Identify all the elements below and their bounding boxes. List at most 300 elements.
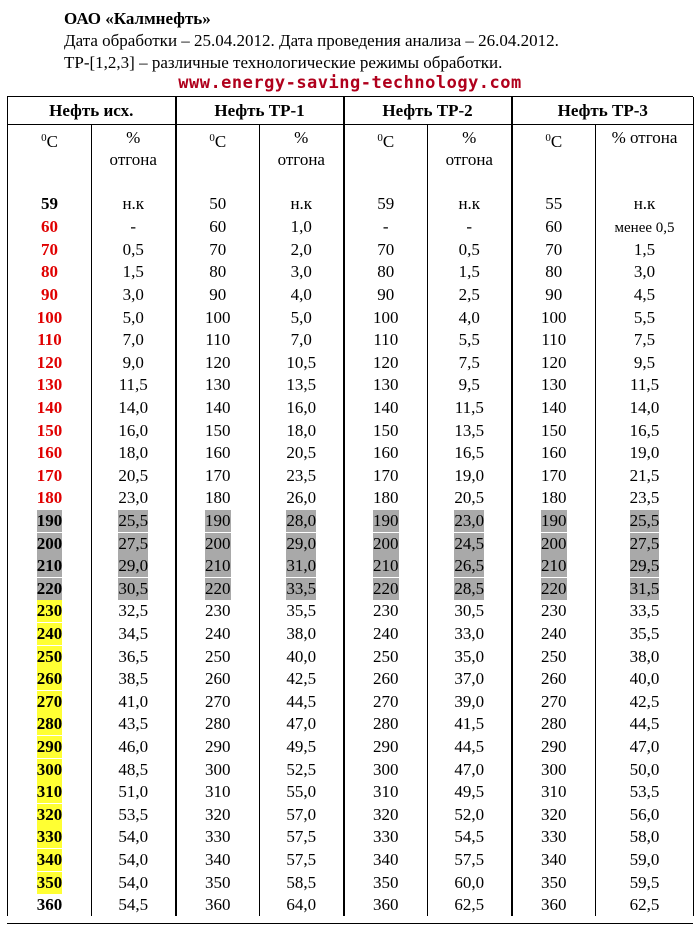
tr1-pct-cell-value: 57,5 <box>286 827 317 847</box>
source-pct-cell <box>92 871 176 894</box>
tr3-pct-cell <box>596 645 694 668</box>
tr1-temp-cell-value: 120 <box>205 352 231 372</box>
group-header-tr1: Нефть ТР-1 <box>176 97 344 125</box>
source-temp-cell-value: 60 <box>41 217 58 237</box>
tr3-temp-cell-value: 60 <box>545 217 563 237</box>
tr2-temp-cell <box>344 510 428 533</box>
source-pct-cell-value: 54,0 <box>118 872 149 892</box>
tr2-temp-cell <box>344 216 428 239</box>
source-pct-cell-value: 9,0 <box>122 352 144 372</box>
tr3-temp-cell <box>512 374 596 397</box>
tr3-temp-cell <box>512 419 596 442</box>
source-pct-cell <box>92 781 176 804</box>
source-pct-cell <box>92 284 176 307</box>
tr1-temp-cell <box>176 826 260 849</box>
tr3-temp-cell <box>512 871 596 894</box>
table-row <box>8 193 694 216</box>
tr2-temp-cell <box>344 758 428 781</box>
source-temp-cell <box>8 239 92 262</box>
tr1-temp-cell <box>176 532 260 555</box>
tr3-pct-cell-value: 9,5 <box>633 352 656 372</box>
tr3-pct-cell-value: 33,5 <box>629 601 660 621</box>
tr1-temp-cell <box>176 668 260 691</box>
source-temp-cell-value: 220 <box>36 578 63 598</box>
tr1-pct-cell <box>260 374 344 397</box>
spacer-row <box>8 173 694 193</box>
tr1-pct-cell <box>260 645 344 668</box>
source-pct-cell-value: 23,0 <box>118 488 149 508</box>
tr3-temp-cell-value: 150 <box>541 420 567 440</box>
tr2-pct-cell-value: н.к <box>458 194 481 214</box>
tr1-temp-cell <box>176 578 260 601</box>
tr3-temp-cell <box>512 397 596 420</box>
tr1-temp-cell <box>176 803 260 826</box>
source-temp-cell-value: 150 <box>36 420 63 440</box>
tr3-pct-cell-value: 40,0 <box>629 669 660 689</box>
tr3-temp-cell-value: 230 <box>541 601 567 621</box>
tr3-temp-cell-value: 210 <box>541 556 567 576</box>
source-temp-cell-value: 210 <box>36 556 63 576</box>
tr2-temp-cell-value: 260 <box>373 669 399 689</box>
tr2-temp-cell-value: 350 <box>373 872 399 892</box>
tr2-pct-cell <box>428 510 512 533</box>
tr1-pct-cell <box>260 871 344 894</box>
tr2-temp-cell-value: 210 <box>373 556 399 576</box>
tr2-pct-cell <box>428 600 512 623</box>
tr3-temp-cell <box>512 239 596 262</box>
tr3-temp-cell-value: 310 <box>541 782 567 802</box>
tr1-pct-cell <box>260 487 344 510</box>
tr1-temp-cell-value: 220 <box>205 578 231 598</box>
tr1-pct-cell-value: 29,0 <box>286 533 317 553</box>
tr1-pct-cell-value: 44,5 <box>286 691 317 711</box>
tr1-pct-cell <box>260 465 344 488</box>
tr2-temp-cell-value: 250 <box>373 646 399 666</box>
tr3-pct-cell <box>596 397 694 420</box>
tr3-temp-cell <box>512 284 596 307</box>
table-row <box>8 736 694 759</box>
tr2-pct-cell <box>428 826 512 849</box>
tr1-pct-cell <box>260 555 344 578</box>
website-link[interactable]: www.energy-saving-technology.com <box>178 73 522 93</box>
source-pct-cell-value: 11,5 <box>118 375 148 395</box>
tr2-temp-cell-value: 300 <box>373 759 399 779</box>
tr2-temp-cell-value: 170 <box>373 465 399 485</box>
tr3-temp-cell-value: 130 <box>541 375 567 395</box>
tr3-pct-cell-value: 4,5 <box>633 285 656 305</box>
tr3-temp-cell <box>512 329 596 352</box>
tr2-temp-cell <box>344 645 428 668</box>
tr2-temp-cell-value: 100 <box>373 307 399 327</box>
source-temp-cell <box>8 713 92 736</box>
tr3-pct-cell <box>596 668 694 691</box>
tr3-pct-cell-value: менее 0,5 <box>614 219 675 236</box>
pct-header: % отгона <box>428 125 512 174</box>
tr3-temp-cell <box>512 216 596 239</box>
tr3-pct-cell <box>596 239 694 262</box>
tr2-pct-cell-value: 0,5 <box>458 239 480 259</box>
tr2-temp-cell <box>344 668 428 691</box>
tr1-pct-cell-value: 47,0 <box>286 714 317 734</box>
tr2-pct-cell-value: 5,5 <box>458 330 480 350</box>
tr2-temp-cell-value: - <box>382 217 389 237</box>
tr1-pct-cell <box>260 193 344 216</box>
tr1-temp-cell-value: 130 <box>205 375 231 395</box>
source-temp-cell <box>8 306 92 329</box>
tr3-temp-cell <box>512 352 596 375</box>
tr3-temp-cell <box>512 465 596 488</box>
tr3-pct-cell-value: 31,5 <box>629 578 660 598</box>
tr2-temp-cell-value: 230 <box>373 601 399 621</box>
tr1-temp-cell <box>176 623 260 646</box>
source-temp-cell <box>8 803 92 826</box>
tr1-temp-cell-value: 280 <box>205 714 231 734</box>
tr3-pct-cell <box>596 555 694 578</box>
tr2-temp-cell <box>344 465 428 488</box>
source-temp-cell <box>8 352 92 375</box>
tr1-temp-cell-value: 90 <box>209 285 227 305</box>
tr1-pct-cell-value: 26,0 <box>286 488 317 508</box>
source-temp-cell <box>8 781 92 804</box>
tr2-temp-cell-value: 310 <box>373 782 399 802</box>
tr3-pct-cell-value: 16,5 <box>629 420 660 440</box>
tr3-pct-cell <box>596 465 694 488</box>
tr1-temp-cell <box>176 193 260 216</box>
tr2-temp-cell <box>344 374 428 397</box>
tr1-pct-cell-value: 5,0 <box>290 307 312 327</box>
table-row <box>8 690 694 713</box>
tr2-temp-cell <box>344 894 428 917</box>
source-temp-cell <box>8 555 92 578</box>
tr1-pct-cell-value: н.к <box>290 194 313 214</box>
tr1-pct-cell-value: 23,5 <box>286 465 317 485</box>
tr1-temp-cell <box>176 555 260 578</box>
source-temp-cell <box>8 826 92 849</box>
tr1-pct-cell <box>260 849 344 872</box>
tr1-temp-cell <box>176 690 260 713</box>
source-pct-cell-value: 46,0 <box>118 736 149 756</box>
source-temp-cell-value: 270 <box>36 691 63 711</box>
tr2-temp-cell-value: 200 <box>373 533 399 553</box>
tr2-pct-cell-value: 19,0 <box>454 465 485 485</box>
table-row <box>8 781 694 804</box>
tr3-temp-cell-value: 240 <box>541 623 567 643</box>
tr1-temp-cell <box>176 284 260 307</box>
tr2-temp-cell-value: 280 <box>373 714 399 734</box>
tr2-pct-cell <box>428 239 512 262</box>
tr1-temp-cell <box>176 442 260 465</box>
tr3-temp-cell-value: 110 <box>541 330 567 350</box>
tr2-temp-cell-value: 360 <box>373 895 399 915</box>
tr3-temp-cell <box>512 306 596 329</box>
tr2-temp-cell <box>344 555 428 578</box>
tr1-pct-cell <box>260 442 344 465</box>
tr2-pct-cell-value: 2,5 <box>458 285 480 305</box>
tr2-pct-cell-value: 7,5 <box>458 352 480 372</box>
source-pct-cell-value: 54,0 <box>118 849 149 869</box>
tr2-pct-cell <box>428 803 512 826</box>
tr3-pct-cell <box>596 690 694 713</box>
temp-header: $^0$C <box>8 125 92 174</box>
tr1-pct-cell <box>260 284 344 307</box>
source-temp-cell <box>8 758 92 781</box>
table-row <box>8 487 694 510</box>
tr2-temp-cell <box>344 193 428 216</box>
source-temp-cell-value: 110 <box>37 330 62 350</box>
tr3-temp-cell <box>512 668 596 691</box>
tr2-temp-cell-value: 70 <box>377 239 395 259</box>
source-temp-cell <box>8 329 92 352</box>
tr1-temp-cell <box>176 645 260 668</box>
tr2-pct-cell <box>428 397 512 420</box>
tr3-pct-cell <box>596 758 694 781</box>
tr2-pct-cell-value: 20,5 <box>454 488 485 508</box>
temp-header: $^0$C <box>176 125 260 174</box>
tr3-pct-cell <box>596 442 694 465</box>
tr2-temp-cell-value: 190 <box>373 511 399 531</box>
tr3-temp-cell-value: 270 <box>541 691 567 711</box>
source-temp-cell-value: 200 <box>36 533 63 553</box>
table-row <box>8 419 694 442</box>
tr3-temp-cell <box>512 690 596 713</box>
tr3-pct-cell-value: 23,5 <box>629 488 660 508</box>
tr3-pct-cell <box>596 306 694 329</box>
tr3-temp-cell-value: 100 <box>541 307 567 327</box>
tr2-temp-cell-value: 59 <box>377 194 395 214</box>
tr3-pct-cell-value: 42,5 <box>629 691 660 711</box>
tr3-temp-cell-value: 140 <box>541 398 567 418</box>
tr3-temp-cell <box>512 532 596 555</box>
tr1-temp-cell-value: 270 <box>205 691 231 711</box>
tr3-pct-cell-value: 59,5 <box>629 872 660 892</box>
table-row <box>8 352 694 375</box>
source-temp-cell-value: 130 <box>36 375 63 395</box>
tr3-temp-cell-value: 320 <box>541 804 567 824</box>
tr3-pct-cell <box>596 352 694 375</box>
tr1-temp-cell <box>176 713 260 736</box>
temp-header: $^0$C <box>344 125 428 174</box>
tr2-pct-cell <box>428 690 512 713</box>
tr3-temp-cell-value: 220 <box>541 578 567 598</box>
source-pct-cell-value: 5,0 <box>122 307 144 327</box>
source-pct-cell-value: 7,0 <box>122 330 144 350</box>
tr3-pct-cell-value: 7,5 <box>633 330 656 350</box>
tr2-pct-cell-value: 54,5 <box>454 827 485 847</box>
tr3-pct-cell-value: 35,5 <box>629 623 660 643</box>
source-pct-cell <box>92 261 176 284</box>
tr1-pct-cell-value: 33,5 <box>286 578 317 598</box>
tr2-pct-cell-value: 52,0 <box>454 804 485 824</box>
table-row <box>8 239 694 262</box>
tr1-temp-cell <box>176 736 260 759</box>
tr1-pct-cell-value: 52,5 <box>286 759 317 779</box>
tr1-pct-cell <box>260 803 344 826</box>
table-row <box>8 803 694 826</box>
source-temp-cell <box>8 374 92 397</box>
tr3-temp-cell-value: 180 <box>541 488 567 508</box>
tr3-pct-cell <box>596 871 694 894</box>
source-temp-cell-value: 360 <box>36 895 63 915</box>
source-pct-cell-value: 41,0 <box>118 691 149 711</box>
tr3-temp-cell-value: 330 <box>541 827 567 847</box>
pct-header: % отгона <box>92 125 176 174</box>
source-pct-cell-value: 16,0 <box>118 420 149 440</box>
table-row <box>8 329 694 352</box>
tr2-pct-cell-value: 28,5 <box>454 578 485 598</box>
tr2-pct-cell <box>428 849 512 872</box>
tr3-pct-cell <box>596 713 694 736</box>
tr2-pct-cell-value: 57,5 <box>454 849 485 869</box>
tr2-temp-cell <box>344 261 428 284</box>
source-pct-cell <box>92 578 176 601</box>
table-row <box>8 623 694 646</box>
tr1-pct-cell-value: 40,0 <box>286 646 317 666</box>
tr1-temp-cell-value: 350 <box>205 872 231 892</box>
tr1-temp-cell-value: 290 <box>205 736 231 756</box>
source-temp-cell-value: 320 <box>36 804 63 824</box>
tr1-pct-cell-value: 1,0 <box>290 217 312 237</box>
table-row <box>8 871 694 894</box>
tr1-temp-cell <box>176 239 260 262</box>
tr1-pct-cell-value: 10,5 <box>286 352 317 372</box>
tr1-temp-cell <box>176 871 260 894</box>
source-pct-cell-value: 54,5 <box>118 895 149 915</box>
tr1-temp-cell <box>176 894 260 917</box>
source-temp-cell-value: 300 <box>36 759 63 779</box>
source-temp-cell-value: 350 <box>36 872 63 892</box>
source-pct-cell-value: 32,5 <box>118 601 149 621</box>
tr2-pct-cell <box>428 374 512 397</box>
source-pct-cell-value: 36,5 <box>118 646 149 666</box>
tr3-pct-cell <box>596 736 694 759</box>
tr2-pct-cell <box>428 623 512 646</box>
tr1-temp-cell-value: 80 <box>209 262 227 282</box>
source-pct-cell <box>92 465 176 488</box>
tr1-pct-cell <box>260 239 344 262</box>
source-pct-cell <box>92 600 176 623</box>
temp-header: $^0$C <box>512 125 596 174</box>
tr3-temp-cell <box>512 442 596 465</box>
tr3-temp-cell-value: 80 <box>545 262 563 282</box>
tr2-pct-cell <box>428 578 512 601</box>
tr1-pct-cell-value: 16,0 <box>286 398 317 418</box>
tr2-pct-cell-value: 49,5 <box>454 782 485 802</box>
tr3-temp-cell-value: 55 <box>545 194 563 214</box>
tr3-pct-cell <box>596 532 694 555</box>
tr1-temp-cell <box>176 849 260 872</box>
tr2-temp-cell-value: 150 <box>373 420 399 440</box>
source-temp-cell-value: 70 <box>41 239 58 259</box>
tr1-pct-cell-value: 28,0 <box>286 511 317 531</box>
source-temp-cell-value: 140 <box>36 398 63 418</box>
source-pct-cell <box>92 849 176 872</box>
source-temp-cell-value: 280 <box>36 714 63 734</box>
tr3-pct-cell-value: 53,5 <box>629 782 660 802</box>
tr2-temp-cell <box>344 329 428 352</box>
tr3-pct-cell-value: 21,5 <box>629 465 660 485</box>
tr3-temp-cell <box>512 555 596 578</box>
source-pct-cell <box>92 645 176 668</box>
tr1-temp-cell-value: 180 <box>205 488 231 508</box>
tr2-pct-cell <box>428 758 512 781</box>
processing-dates: Дата обработки – 25.04.2012. Дата проведения анализа – 26.04.2012. <box>64 31 559 50</box>
tr1-pct-cell-value: 4,0 <box>290 285 312 305</box>
tr2-pct-cell <box>428 329 512 352</box>
tr1-temp-cell-value: 240 <box>205 623 231 643</box>
tr3-pct-cell-value: 38,0 <box>629 646 660 666</box>
tr1-temp-cell-value: 210 <box>205 556 231 576</box>
source-pct-cell-value: 53,5 <box>118 804 149 824</box>
tr1-temp-cell-value: 150 <box>205 420 231 440</box>
tr1-temp-cell-value: 230 <box>205 601 231 621</box>
table-row <box>8 600 694 623</box>
tr3-pct-cell <box>596 803 694 826</box>
tr1-pct-cell <box>260 781 344 804</box>
source-temp-cell <box>8 216 92 239</box>
tr2-pct-cell-value: 4,0 <box>458 307 480 327</box>
source-pct-cell-value: 34,5 <box>118 623 149 643</box>
source-pct-cell <box>92 239 176 262</box>
tr1-pct-cell-value: 64,0 <box>286 895 317 915</box>
tr1-temp-cell-value: 320 <box>205 804 231 824</box>
source-pct-cell-value: 38,5 <box>118 669 149 689</box>
tr2-pct-cell <box>428 487 512 510</box>
tr1-temp-cell <box>176 306 260 329</box>
tr3-temp-cell <box>512 781 596 804</box>
tr2-pct-cell <box>428 871 512 894</box>
tr3-temp-cell-value: 360 <box>541 895 567 915</box>
tr1-pct-cell <box>260 713 344 736</box>
tr1-temp-cell-value: 310 <box>205 782 231 802</box>
tr2-pct-cell-value: 44,5 <box>454 736 485 756</box>
tr3-temp-cell <box>512 510 596 533</box>
tr2-temp-cell-value: 320 <box>373 804 399 824</box>
source-temp-cell <box>8 668 92 691</box>
tr2-pct-cell-value: 62,5 <box>454 895 485 915</box>
source-pct-cell <box>92 306 176 329</box>
tr1-pct-cell <box>260 894 344 917</box>
tr2-pct-cell-value: 33,0 <box>454 623 485 643</box>
tr3-temp-cell <box>512 623 596 646</box>
tr3-temp-cell-value: 340 <box>541 849 567 869</box>
tr3-temp-cell <box>512 487 596 510</box>
tr3-temp-cell <box>512 193 596 216</box>
tr3-pct-cell-value: 59,0 <box>629 849 660 869</box>
tr2-pct-cell <box>428 736 512 759</box>
tr1-pct-cell <box>260 532 344 555</box>
tr2-temp-cell <box>344 736 428 759</box>
tr3-pct-cell <box>596 894 694 917</box>
source-pct-cell-value: - <box>130 217 137 237</box>
tr2-temp-cell <box>344 397 428 420</box>
tr3-pct-cell <box>596 261 694 284</box>
tr1-pct-cell <box>260 826 344 849</box>
tr3-temp-cell <box>512 578 596 601</box>
tr3-pct-cell-value: 62,5 <box>629 895 660 915</box>
tr3-pct-cell <box>596 510 694 533</box>
source-pct-cell-value: 18,0 <box>118 443 149 463</box>
table-row <box>8 284 694 307</box>
table-row <box>8 894 694 917</box>
tr3-temp-cell-value: 170 <box>541 465 567 485</box>
tr2-temp-cell-value: 130 <box>373 375 399 395</box>
tr1-temp-cell <box>176 352 260 375</box>
tr2-temp-cell <box>344 487 428 510</box>
tr1-pct-cell-value: 31,0 <box>286 556 317 576</box>
table-row <box>8 510 694 533</box>
source-temp-cell <box>8 736 92 759</box>
tr1-pct-cell-value: 42,5 <box>286 669 317 689</box>
